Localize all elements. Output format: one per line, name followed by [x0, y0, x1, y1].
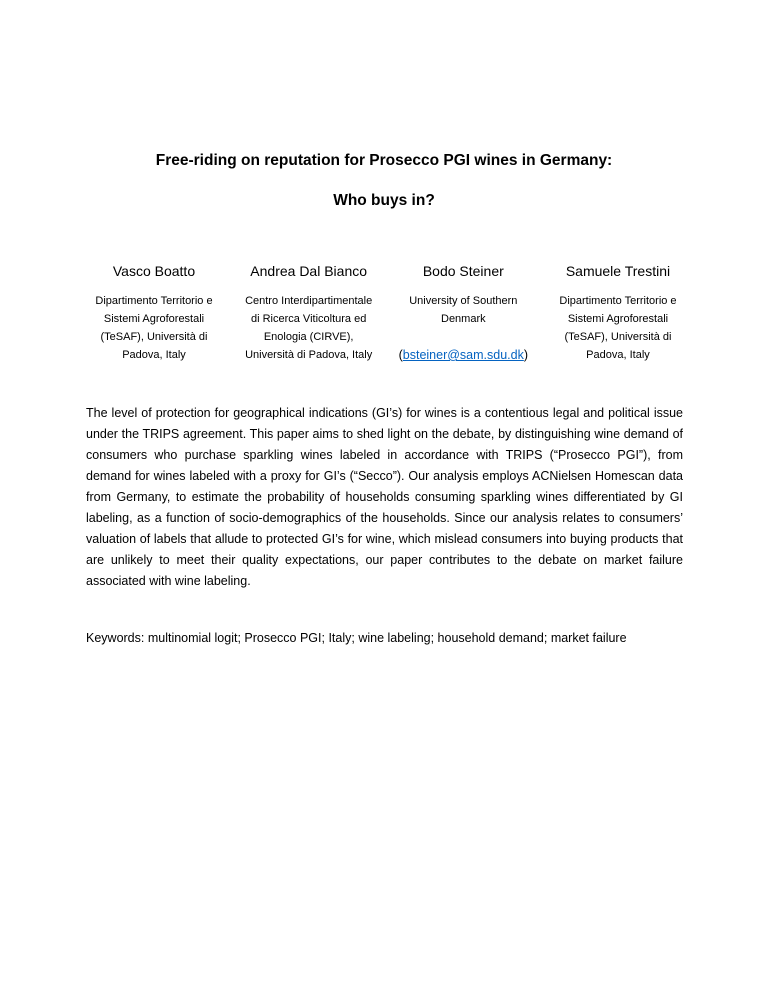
author-name: Bodo Steiner [422, 263, 504, 279]
author-list [86, 262, 686, 364]
author-email-line [395, 346, 531, 364]
author-block [241, 262, 377, 364]
author-email-link[interactable]: bsteiner@sam.sdu.dk [402, 348, 524, 362]
email-close-paren: ) [523, 348, 529, 362]
author-affiliation: University of Southern Denmark [409, 295, 518, 325]
author-name: Andrea Dal Bianco [250, 263, 368, 279]
author-block [395, 262, 531, 364]
keywords-line: Keywords: multinomial logit; Prosecco PGI; Italy; wine labeling; household demand; market failure [86, 631, 627, 645]
title-block [0, 151, 768, 211]
author-affiliation: Dipartimento Territorio e Sistemi Agroforestali (TeSAF), Università di Padova, Italy [559, 295, 677, 361]
author-block [86, 262, 222, 364]
author-affiliation: Dipartimento Territorio e Sistemi Agroforestali (TeSAF), Università di Padova, Italy [95, 295, 213, 361]
author-affiliation: Centro Interdipartimentale di Ricerca Viticoltura ed Enologia (CIRVE), Università di Padova, Italy [245, 295, 373, 361]
author-name: Vasco Boatto [112, 263, 196, 279]
author-name: Samuele Trestini [565, 263, 671, 279]
paper-title: Free-riding on reputation for Prosecco PGI wines in Germany: [155, 152, 613, 169]
abstract-paragraph: The level of protection for geographical indications (GI’s) for wines is a contentious legal and political issue under the TRIPS agreement. This paper aims to shed light on the debate, by distinguishing wine demand of consumers who purchase sparkling wines labeled in accordance with TRIPS (“Prosecco PGI”), from demand for wines labeled with a proxy for GI’s (“Secco”). Our analysis employs ACNielsen Homescan data from Germany, to estimate the probability of households consuming sparkling wines differentiated by GI labeling, as a function of socio-demographics of the households. Since our analysis relates to consumers’ valuation of labels that allude to protected GI’s for wine, which mislead consumers into buying products that are unlikely to meet their quality expectations, our paper contributes to the debate on market failure associated with wine labeling. [86, 406, 683, 588]
email-open-paren: ( [398, 348, 403, 362]
paper-subtitle: Who buys in? [333, 192, 435, 209]
author-block [550, 262, 686, 364]
